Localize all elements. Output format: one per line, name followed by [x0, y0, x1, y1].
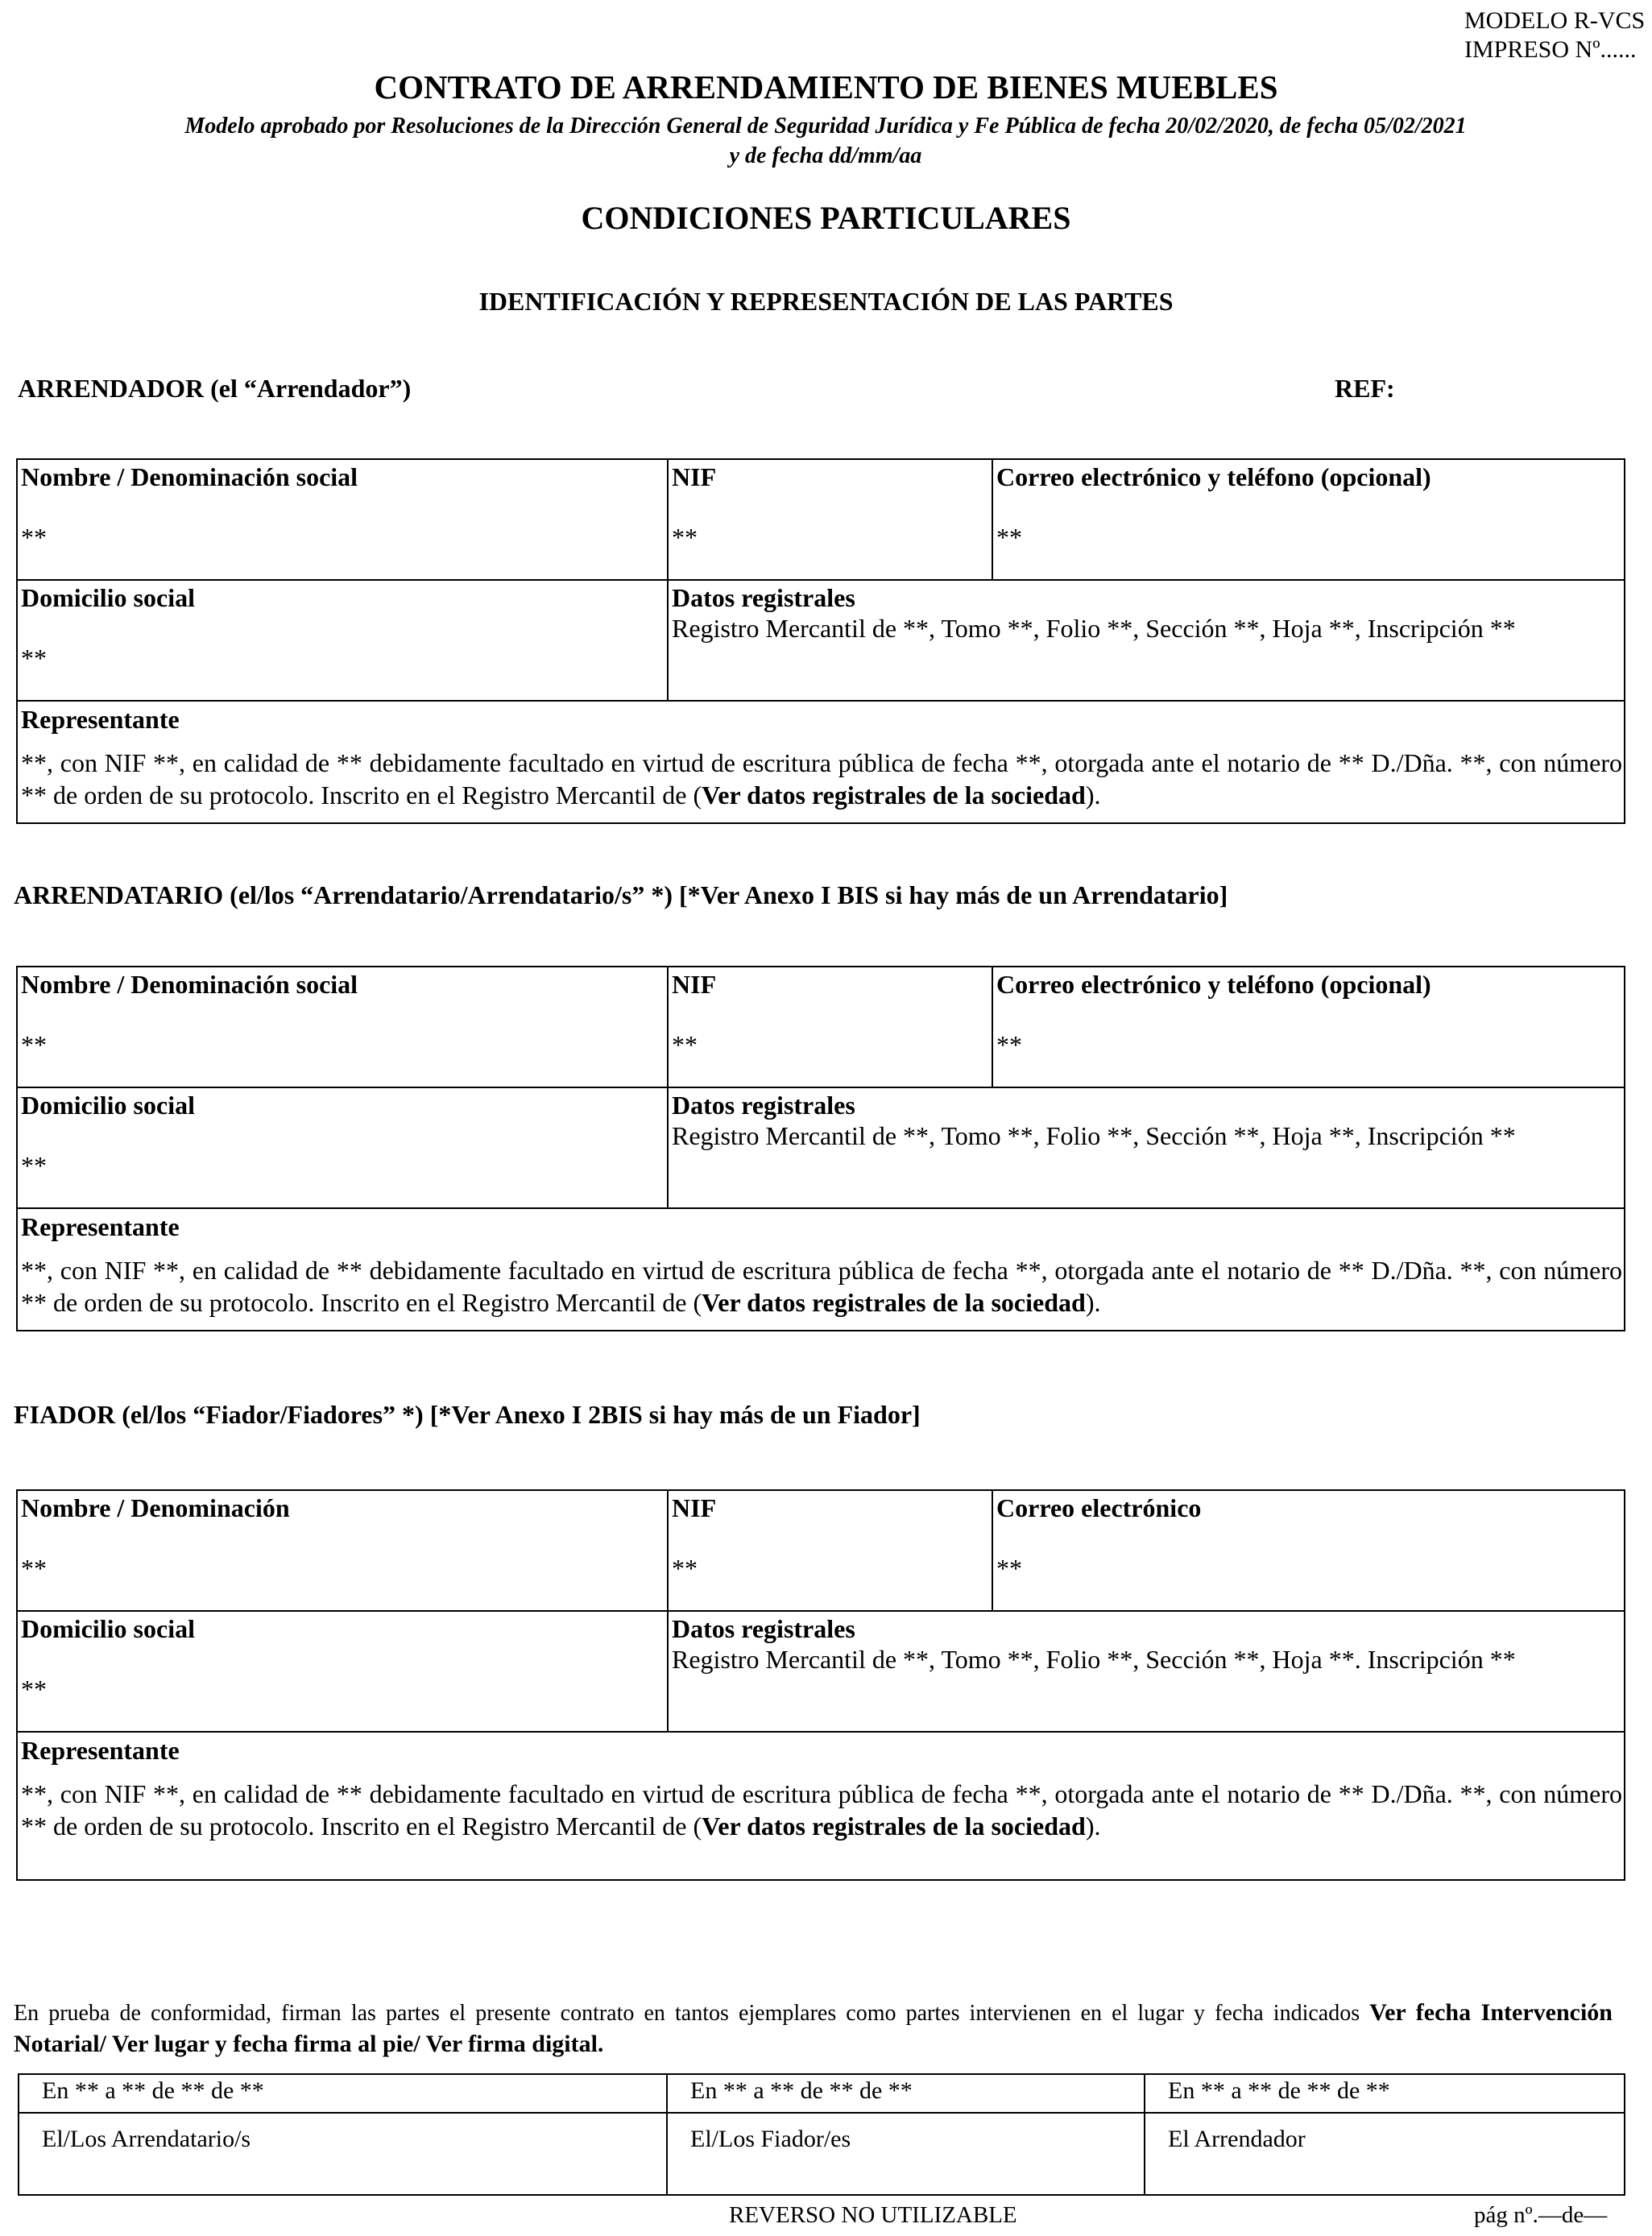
representative-end: ). [1085, 1288, 1101, 1317]
name-value: ** [21, 523, 47, 552]
arrendatario-contact-cell[interactable] [993, 967, 1624, 1087]
conditions-heading: CONDICIONES PARTICULARES [581, 200, 1071, 236]
arrendador-row-identity [18, 460, 1624, 581]
contact-value: ** [996, 1554, 1022, 1583]
representative-text [21, 1778, 1624, 1842]
arrendador-table [16, 458, 1625, 824]
signature-role: El/Los Arrendatario/s [42, 2126, 251, 2152]
model-code [1464, 6, 1646, 64]
document-title: CONTRATO DE ARRENDAMIENTO DE BIENES MUEBLES [374, 68, 1278, 106]
arrendatario-table [16, 966, 1625, 1331]
arrendatario-row-identity [18, 967, 1624, 1088]
signature-date: En ** a ** de ** de ** [1168, 2077, 1390, 2104]
contact-label: Correo electrónico y teléfono (opcional) [996, 970, 1431, 999]
divider [668, 2112, 1144, 2114]
fiador-registry-cell[interactable] [669, 1612, 1624, 1731]
model-label: MODELO R-VCS [1464, 7, 1646, 34]
arrendatario-heading: ARRENDATARIO (el/los “Arrendatario/Arrendatario/s” *) [*Ver Anexo I BIS si hay más de un Arrendatario] [14, 880, 1228, 909]
arrendatario-name-cell[interactable] [18, 967, 669, 1087]
arrendatario-domicile-cell[interactable] [18, 1088, 669, 1207]
arrendatario-registry-cell[interactable] [669, 1088, 1624, 1207]
arrendatario-nif-cell[interactable] [669, 967, 993, 1087]
name-label: Nombre / Denominación social [21, 970, 358, 999]
arrendatario-row-domicile [18, 1088, 1624, 1209]
arrendador-domicile-cell[interactable] [18, 581, 669, 700]
document-subtitle: Modelo aprobado por Resoluciones de la Dirección General de Seguridad Jurídica y Fe Pública de fecha 20/02/2020, de fecha 05/02/2021 y de fecha dd/mm/aa [184, 114, 1467, 168]
representative-label: Representante [21, 1212, 180, 1241]
domicile-value: ** [21, 1675, 47, 1704]
impreso-number: IMPRESO Nº...... [1464, 36, 1637, 63]
registry-value: Registro Mercantil de **, Tomo **, Folio **, Sección **, Hoja **, Inscripción ** [672, 1121, 1516, 1150]
closing-statement [14, 1998, 1613, 2060]
divider [19, 2112, 666, 2114]
fiador-row-identity [18, 1491, 1624, 1612]
signature-cell-arrendador[interactable] [1145, 2075, 1624, 2194]
registry-reference: Ver datos registrales de la sociedad [702, 781, 1086, 810]
arrendatario-representative[interactable] [18, 1209, 1624, 1319]
signature-role: El Arrendador [1168, 2126, 1306, 2152]
registry-label: Datos registrales [672, 583, 855, 612]
arrendador-representative[interactable] [18, 702, 1624, 811]
fiador-heading: FIADOR (el/los “Fiador/Fiadores” *) [*Ver Anexo I 2BIS si hay más de un Fiador] [14, 1400, 921, 1429]
contact-label: Correo electrónico [996, 1493, 1202, 1522]
arrendador-row-domicile [18, 581, 1624, 702]
representative-label: Representante [21, 705, 180, 734]
representative-body: **, con NIF **, en calidad de ** debidamente facultado en virtud de escritura pública de fecha **, otorgada ante el notario de ** D./Dña. **, con número ** de orden de su protocolo. Inscrito en el Registro Mercantil de ( [21, 1779, 1622, 1841]
signature-date: En ** a ** de ** de ** [42, 2077, 264, 2104]
registry-label: Datos registrales [672, 1091, 855, 1120]
name-value: ** [21, 1554, 47, 1583]
registry-value: Registro Mercantil de **, Tomo **, Folio **, Sección **, Hoja **. Inscripción ** [672, 1645, 1516, 1674]
closing-bold-reference: Ver fecha Intervención Notarial/ Ver lugar y fecha firma al pie/ Ver firma digital. [14, 1999, 1613, 2057]
representative-text [21, 1254, 1624, 1319]
fiador-domicile-cell[interactable] [18, 1612, 669, 1731]
arrendador-heading: ARRENDADOR (el “Arrendador”) [18, 374, 412, 403]
fiador-nif-cell[interactable] [669, 1491, 993, 1610]
nif-value: ** [672, 1030, 698, 1059]
signature-role: El/Los Fiador/es [690, 2126, 851, 2152]
domicile-label: Domicilio social [21, 583, 195, 612]
contact-label: Correo electrónico y teléfono (opcional) [996, 462, 1431, 491]
registry-reference: Ver datos registrales de la sociedad [702, 1812, 1086, 1841]
nif-label: NIF [672, 1493, 717, 1522]
signature-cell-fiador[interactable] [668, 2075, 1145, 2194]
nif-label: NIF [672, 462, 717, 491]
registry-reference: Ver datos registrales de la sociedad [702, 1288, 1086, 1317]
registry-label: Datos registrales [672, 1614, 855, 1643]
representative-body: **, con NIF **, en calidad de ** debidamente facultado en virtud de escritura pública de fecha **, otorgada ante el notario de ** D./Dña. **, con número ** de orden de su protocolo. Inscrito en el Registro Mercantil de ( [21, 1256, 1622, 1317]
identification-heading: IDENTIFICACIÓN Y REPRESENTACIÓN DE LAS PARTES [478, 287, 1174, 316]
representative-end: ). [1085, 1812, 1101, 1841]
fiador-contact-cell[interactable] [993, 1491, 1624, 1610]
nif-value: ** [672, 1554, 698, 1583]
closing-text: En prueba de conformidad, firman las partes el presente contrato en tantos ejemplares como partes intervienen en el lugar y fecha indicados [14, 2001, 1370, 2026]
signature-table [18, 2073, 1625, 2196]
representative-text [21, 747, 1624, 811]
divider [1145, 2112, 1624, 2114]
arrendador-nif-cell[interactable] [669, 460, 993, 579]
name-label: Nombre / Denominación [21, 1493, 290, 1522]
signature-date: En ** a ** de ** de ** [690, 2077, 913, 2104]
domicile-value: ** [21, 644, 47, 673]
domicile-label: Domicilio social [21, 1614, 195, 1643]
arrendador-registry-cell[interactable] [669, 581, 1624, 700]
name-label: Nombre / Denominación social [21, 462, 358, 491]
contact-value: ** [996, 523, 1022, 552]
fiador-representative[interactable] [18, 1733, 1624, 1842]
domicile-label: Domicilio social [21, 1091, 195, 1120]
fiador-table [16, 1489, 1625, 1881]
domicile-value: ** [21, 1151, 47, 1180]
page-number: pág nº.—de— [1474, 2202, 1608, 2228]
representative-end: ). [1085, 781, 1101, 810]
nif-value: ** [672, 523, 698, 552]
arrendador-contact-cell[interactable] [993, 460, 1624, 579]
ref-label: REF: [1335, 374, 1395, 403]
fiador-row-domicile [18, 1612, 1624, 1733]
signature-cell-arrendatario[interactable] [19, 2075, 668, 2194]
reverso-notice: REVERSO NO UTILIZABLE [729, 2202, 1017, 2228]
fiador-name-cell[interactable] [18, 1491, 669, 1610]
nif-label: NIF [672, 970, 717, 999]
arrendador-name-cell[interactable] [18, 460, 669, 579]
name-value: ** [21, 1030, 47, 1059]
representative-body: **, con NIF **, en calidad de ** debidamente facultado en virtud de escritura pública de fecha **, otorgada ante el notario de ** D./Dña. **, con número ** de orden de su protocolo. Inscrito en el Registro Mercantil de ( [21, 748, 1622, 810]
registry-value: Registro Mercantil de **, Tomo **, Folio **, Sección **, Hoja **, Inscripción ** [672, 614, 1516, 643]
representative-label: Representante [21, 1736, 180, 1765]
contact-value: ** [996, 1030, 1022, 1059]
